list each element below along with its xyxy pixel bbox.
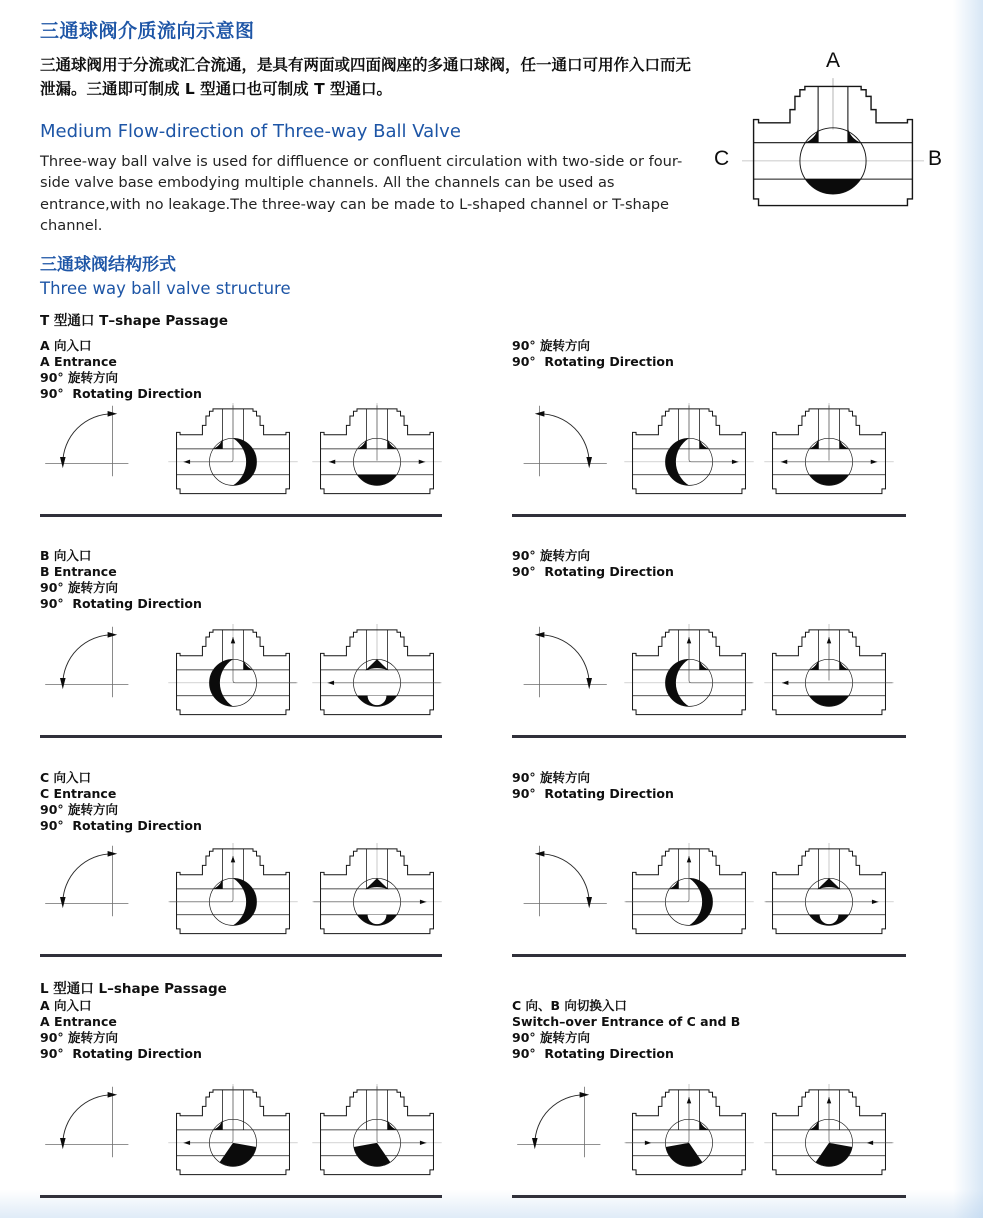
valve-diagram-down-right (624, 403, 754, 503)
group-diagrams (40, 385, 442, 507)
group-label-line: A 向入口 (40, 338, 92, 353)
group-label-line: B Entrance (40, 563, 117, 579)
separator-line (512, 954, 906, 957)
intro-title-cn: 三通球阀介质流向示意图 (40, 20, 255, 42)
separator-line (512, 1195, 906, 1198)
group-diagrams (40, 1066, 442, 1188)
group-diagrams (512, 1066, 906, 1188)
separator-line (512, 514, 906, 517)
valve-diagram-down-left (168, 403, 298, 503)
rotation-arc-icon (42, 841, 138, 921)
valve-diagram-left-right (764, 843, 894, 943)
group-label-line: C Entrance (40, 785, 117, 801)
t-passage-label: T 型通口 T–shape Passage (40, 313, 228, 329)
group-label-line: 90° Rotating Direction (512, 353, 674, 369)
valve-diagram-L-down-left (168, 1084, 298, 1184)
valve-diagram-left-up (168, 843, 298, 943)
group-diagrams (512, 825, 906, 947)
group-label-line: 90° 旋转方向 (512, 770, 590, 785)
group-label-line: 90° 旋转方向 (512, 548, 590, 563)
port-label-a: A (826, 49, 841, 72)
valve-diagram-left-right (312, 843, 442, 943)
flow-group-row2-right (512, 548, 906, 738)
overview-valve-diagram (712, 49, 944, 232)
valve-diagram-right-split (764, 624, 894, 724)
group-labels (512, 338, 906, 370)
group-labels (40, 548, 442, 612)
group-labels (512, 998, 906, 1062)
flow-group-row4-right (512, 998, 906, 1198)
group-label-line: 90° Rotating Direction (512, 1045, 674, 1061)
group-label-line: 90° Rotating Direction (40, 595, 202, 611)
flow-group-row4-left (40, 998, 442, 1198)
group-labels (512, 770, 906, 802)
group-labels (40, 770, 442, 834)
rotation-arc-icon (42, 1082, 138, 1162)
valve-diagram-right-up (168, 624, 298, 724)
group-label-line: 90° 旋转方向 (40, 801, 118, 817)
group-diagrams (512, 385, 906, 507)
valve-diagram-L-left-up (624, 1084, 754, 1184)
rotation-arc-icon (514, 841, 610, 921)
group-diagrams (512, 606, 906, 728)
separator-line (40, 514, 442, 517)
group-labels (512, 548, 906, 580)
group-label-line: 90° 旋转方向 (512, 1029, 590, 1045)
group-label-line: 90° 旋转方向 (40, 369, 118, 385)
group-label-line: Switch–over Entrance of C and B (512, 1013, 741, 1029)
group-label-line: 90° Rotating Direction (512, 563, 674, 579)
intro-title-en: Medium Flow-direction of Three-way Ball Valve (40, 121, 461, 143)
group-labels (40, 998, 442, 1062)
l-passage-label: L 型通口 L–shape Passage (40, 981, 227, 997)
valve-diagram-left-up (624, 843, 754, 943)
separator-line (512, 735, 906, 738)
group-label-line: A Entrance (40, 1013, 117, 1029)
group-label-line: 90° Rotating Direction (40, 817, 202, 833)
valve-diagram-right-up (624, 624, 754, 724)
group-label-line: 90° Rotating Direction (512, 785, 674, 801)
rotation-arc-icon (514, 401, 610, 481)
separator-line (40, 1195, 442, 1198)
structure-section-head (40, 250, 291, 329)
group-label-line: B 向入口 (40, 548, 92, 563)
flow-group-row3-right (512, 770, 906, 957)
valve-diagram-down-split (312, 403, 442, 503)
intro-body-cn: 三通球阀用于分流或汇合流通，是具有两面或四面阀座的多通口球阀，任一通口可用作入口而无泄漏。三通即可制成 L 型通口也可制成 T 型通口。 (40, 56, 692, 99)
separator-line (40, 735, 442, 738)
group-label-line: 90° 旋转方向 (512, 338, 590, 353)
rotation-arc-icon (42, 401, 138, 481)
group-diagrams (40, 825, 442, 947)
group-label-line: C 向、B 向切换入口 (512, 998, 627, 1013)
valve-diagram-down-split (764, 403, 894, 503)
group-label-line: 90° 旋转方向 (40, 1029, 118, 1045)
rotation-arc-icon (514, 622, 610, 702)
group-label-line: 90° Rotating Direction (40, 385, 202, 401)
rotation-arc-icon (514, 1082, 610, 1162)
structure-title-en: Three way ball valve structure (40, 279, 291, 298)
flow-group-row3-left (40, 770, 442, 957)
valve-diagram-L-right-up (764, 1084, 894, 1184)
group-label-line: A 向入口 (40, 998, 92, 1013)
flow-group-row2-left (40, 548, 442, 738)
group-label-line: C 向入口 (40, 770, 92, 785)
flow-group-row1-left (40, 338, 442, 517)
port-label-b: B (927, 147, 942, 170)
structure-title-cn: 三通球阀结构形式 (40, 255, 176, 275)
overview-valve-cross-section (742, 78, 924, 219)
separator-line (40, 954, 442, 957)
valve-diagram-L-down-right (312, 1084, 442, 1184)
intro-section (40, 16, 704, 237)
group-label-line: 90° Rotating Direction (40, 1045, 202, 1061)
flow-group-row1-right (512, 338, 906, 517)
group-diagrams (40, 606, 442, 728)
port-label-c: C (714, 147, 730, 170)
intro-body-en: Three-way ball valve is used for diffluence or confluent circulation with two-side or four-side valve base embodying multiple channels. All the channels can be used as entrance,with no leakage.The three-way can be made to L-shaped channel or T-shape channel. (40, 153, 683, 235)
group-label-line: 90° 旋转方向 (40, 579, 118, 595)
rotation-arc-icon (42, 622, 138, 702)
valve-diagram-right-left (312, 624, 442, 724)
group-label-line: A Entrance (40, 353, 117, 369)
